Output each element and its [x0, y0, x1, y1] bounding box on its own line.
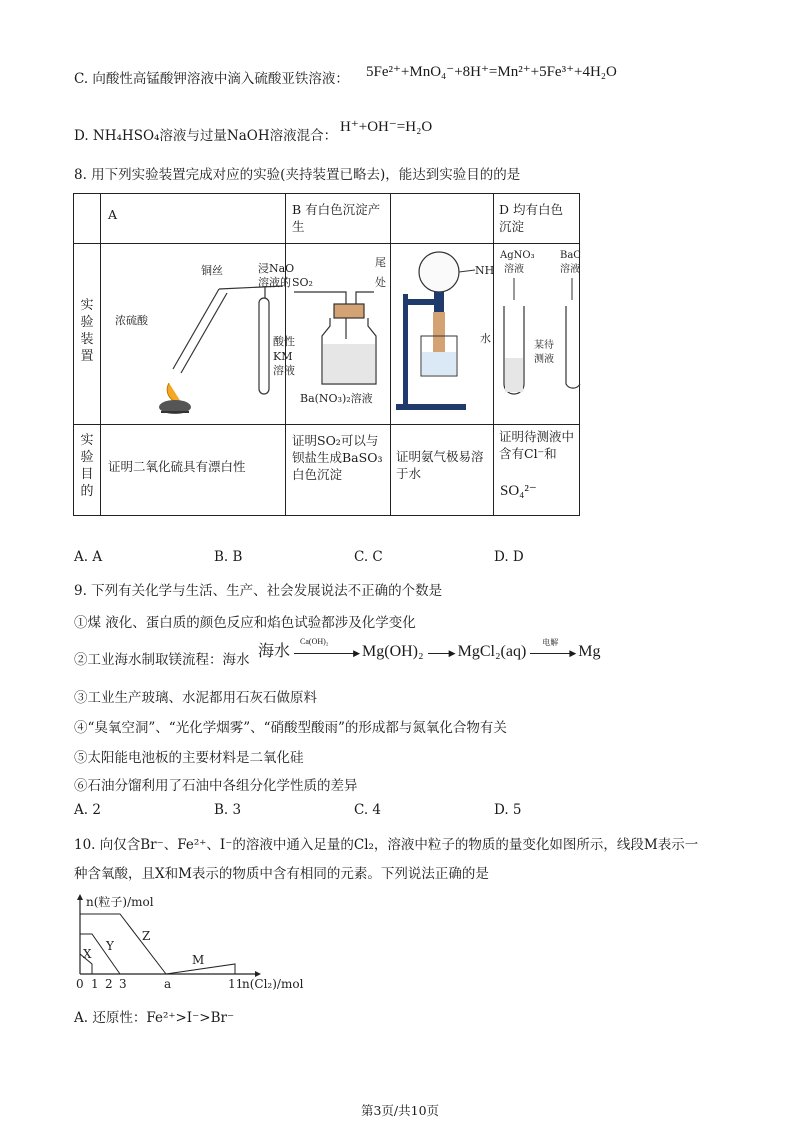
q7-option-d-text: D. NH₄HSO₄溶液与过量NaOH溶液混合： [74, 128, 338, 144]
x-tick-label: 3 [119, 977, 127, 991]
q8-header-d: D 均有白色沉淀 [499, 202, 563, 234]
flow-arrow-3: 电解 ▶ [530, 645, 574, 659]
label-soaked-2: 溶液的 [258, 276, 291, 289]
label-acid-2: KM [273, 350, 293, 363]
q10-chart [70, 892, 350, 994]
flow-arrow-1: Ca(OH)₂ ▶ [294, 645, 358, 659]
series-label-z: Z [142, 929, 151, 943]
page-footer: 第3页/共10页 [360, 1103, 440, 1118]
q8-option-d[interactable]: D. D [494, 549, 524, 565]
q9-option-c[interactable]: C. 4 [354, 802, 382, 818]
q8-purpose-c: 证明氨气极易溶于水 [396, 449, 484, 481]
q10-stem-1: 10. 向仅含Br⁻、Fe²⁺、I⁻的溶液中通入足量的Cl₂，溶液中粒子的物质的量变化如图所示，线段M表示一 [74, 837, 699, 853]
q8-options [74, 549, 634, 565]
q9-item-4: ④“臭氧空洞”、“光化学烟雾”、“硝酸型酸雨”的形成都与氮氧化合物有关 [74, 720, 507, 736]
label-so2: SO₂ [292, 276, 313, 289]
q9-options [74, 802, 634, 818]
q8-option-c[interactable]: C. C [354, 549, 383, 565]
series-label-x: X [83, 947, 92, 961]
flow-end: Mg [578, 643, 601, 660]
q10-option-a[interactable]: A. 还原性：Fe²⁺>I⁻>Br⁻ [74, 1010, 235, 1026]
q8-table [73, 193, 580, 516]
label-water: 水 [480, 332, 491, 345]
series-label-m: M [192, 953, 205, 967]
apparatus-d-diagram [494, 244, 580, 424]
label-nh: NH [475, 264, 495, 277]
label-acid-3: 溶液 [273, 364, 295, 377]
q8-header-b: B 有白色沉淀产生 [292, 202, 381, 234]
q8-stem: 8. 用下列实验装置完成对应的实验(夹持装置已略去)，能达到实验目的的是 [74, 167, 521, 183]
q9-item-2: ②工业海水制取镁流程：海水 [74, 652, 250, 668]
q9-option-a[interactable]: A. 2 [74, 802, 101, 818]
q9-item-3: ③工业生产玻璃、水泥都用石灰石做原料 [74, 690, 317, 706]
q9-flow [258, 638, 601, 661]
apparatus-a-diagram [101, 244, 295, 424]
apparatus-b-diagram [286, 244, 390, 424]
q9-item-5: ⑤太阳能电池板的主要材料是二氧化硅 [74, 750, 304, 766]
flow-product-2: MgCl₂(aq) [457, 643, 527, 660]
x-tick-label: 1 [91, 977, 99, 991]
x-axis-label: n(Cl₂)/mol [242, 977, 304, 991]
label-bac-2: 溶液 [560, 264, 580, 275]
q8-purpose-d: 证明待测液中含有Cl⁻和 [499, 429, 575, 461]
x-tick-label: a [164, 977, 172, 991]
q9-stem: 9. 下列有关化学与生活、生产、社会发展说法不正确的个数是 [74, 583, 443, 599]
q9-option-b[interactable]: B. 3 [214, 802, 242, 818]
q7-option-c-equation: 5Fe²⁺+MnO₄⁻+8H⁺=Mn²⁺+5Fe³⁺+4H₂O [366, 64, 617, 80]
label-acid-1: 酸性 [273, 335, 295, 348]
x-tick-label: 2 [105, 977, 113, 991]
label-copper-wire: 铜丝 [201, 264, 223, 277]
q8-row-label-apparatus: 实 验 装 置 [80, 298, 94, 364]
flow-arrow-2: ▶ [428, 645, 454, 659]
q8-option-a[interactable]: A. A [74, 549, 103, 565]
q8-purpose-d-ion: SO₄²⁻ [500, 483, 537, 499]
q8-option-b[interactable]: B. B [214, 549, 243, 565]
q10-stem-2: 种含氧酸，且X和M表示的物质中含有相同的元素。下列说法正确的是 [74, 866, 489, 882]
label-ba-no3: Ba(NO₃)₂溶液 [300, 392, 373, 405]
q8-header-a: A [108, 207, 118, 222]
label-agno3-1: AgNO₃ [500, 250, 535, 261]
q8-purpose-b: 证明SO₂可以与钡盐生成BaSO₃白色沉淀 [292, 433, 383, 482]
q7-option-d [74, 124, 337, 144]
flow-start: 海水 [258, 643, 291, 660]
q9-item-1: ①煤 液化、蛋白质的颜色反应和焰色试验都涉及化学变化 [74, 615, 416, 631]
label-tail-1: 尾 [375, 256, 386, 269]
label-tail-2: 处 [375, 276, 386, 289]
label-soaked-1: 浸NaO [258, 262, 295, 275]
y-axis-label: n(粒子)/mol [86, 895, 154, 909]
label-agno3-2: 溶液 [504, 264, 524, 275]
x-tick-label: 11 [228, 977, 244, 991]
label-conc-acid: 浓硫酸 [115, 314, 148, 327]
q9-item-6: ⑥石油分馏利用了石油中各组分化学性质的差异 [74, 778, 358, 794]
q7-option-d-equation: H⁺+OH⁻=H₂O [340, 119, 433, 135]
q7-option-c-text: C. 向酸性高锰酸钾溶液中滴入硫酸亚铁溶液： [74, 71, 349, 87]
label-test-2: 测液 [534, 354, 554, 365]
q8-row-label-purpose: 实 验 目 的 [80, 433, 94, 499]
apparatus-c-diagram [391, 244, 493, 424]
q7-option-c [74, 67, 349, 87]
x-tick-label: 0 [76, 977, 84, 991]
q8-purpose-a: 证明二氧化硫具有漂白性 [108, 459, 246, 474]
series-label-y: Y [106, 939, 114, 953]
label-test-1: 某待 [534, 340, 554, 351]
label-bac-1: BaC [560, 250, 581, 261]
q9-option-d[interactable]: D. 5 [494, 802, 522, 818]
series-line-z [80, 914, 166, 974]
flow-product-1: Mg(OH)₂ [362, 643, 424, 660]
y-axis-arrow [77, 894, 83, 900]
